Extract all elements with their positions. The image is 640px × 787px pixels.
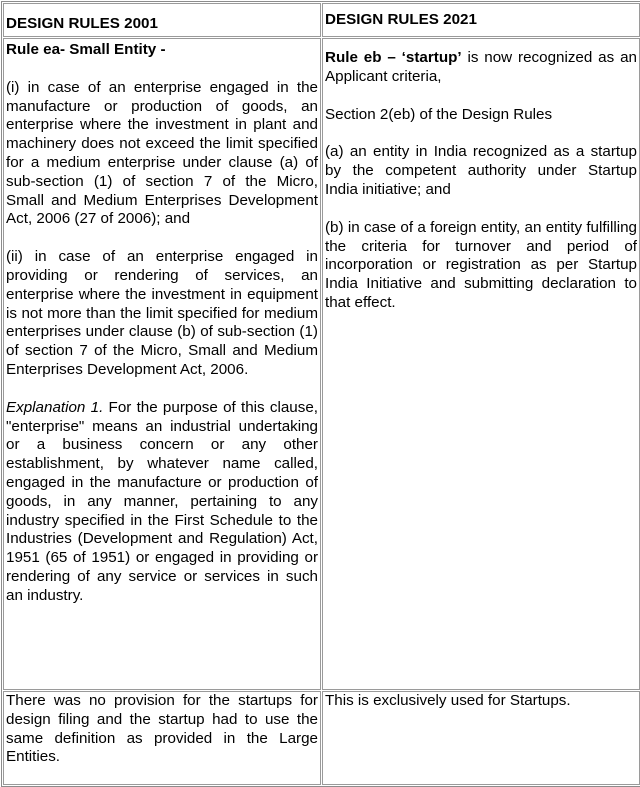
rules-row (3, 38, 640, 690)
header-2021-label: DESIGN RULES 2021 (325, 11, 477, 28)
section-2eb: Section 2(eb) of the Design Rules (325, 105, 553, 123)
startup-2001-cell (3, 691, 321, 785)
startup-2021-text: This is exclusively used for Startups. (325, 692, 571, 709)
rule-eb-clause-a: (a) an entity in India recognized as a startup by the competent authority under Startup India initiative; and (325, 143, 637, 198)
rules-2001-cell (3, 38, 321, 690)
header-2001 (3, 3, 321, 37)
rule-ea-clause-ii: (ii) in case of an enterprise engaged in providing or rendering of services, an enterprise where the investment in equipment is not more than the limit specified for medium enterprises under clause (b) of sub-section (1) of section 7 of the Micro, Small and Medium Enterprises Development Act, 2006. (6, 248, 318, 378)
rule-eb-title-rest: is now recognized as an Applicant criteria, (325, 49, 637, 85)
header-2021 (322, 3, 640, 37)
rule-ea-explanation (6, 399, 318, 606)
startup-2021-cell (322, 691, 640, 785)
explanation-label: Explanation 1. (6, 398, 104, 416)
rule-eb-clause-b: (b) in case of a foreign entity, an entity fulfilling the criteria for turnover and period of incorporation or registration as per Startup India Initiative and submitting declaration to that effect. (325, 218, 637, 311)
design-rules-comparison-table (1, 1, 640, 787)
startup-2001-text: There was no provision for the startups for design filing and the startup had to use the same definition as provided in the Large Entities. (6, 692, 318, 766)
rule-ea-clause-i: (i) in case of an enterprise engaged in the manufacture or production of goods, an enterprise where the investment in plant and machinery does not exceed the limit specified for a medium enterprise under clause (a) of sub-section (1) of section 7 of the Micro, Small and Medium Enterprises Development Act, 2006 (27 of 2006); and (6, 78, 318, 228)
startup-row (3, 691, 640, 785)
header-row (3, 3, 640, 37)
header-2001-label: DESIGN RULES 2001 (6, 15, 158, 32)
rule-ea-title: Rule ea- Small Entity - (6, 41, 166, 58)
rules-2021-cell (322, 38, 640, 690)
explanation-text: For the purpose of this clause, "enterprise" means an industrial undertaking or a business concern or any other establishment, by whatever name called, engaged in the manufacture or production of goods, in any manner, pertaining to any industry specified in the First Schedule to the Industries (Development and Regulation) Act, 1951 (65 of 1951) or engaged in providing or rendering of any service or services in such an industry. (6, 398, 318, 604)
rule-eb-title: Rule eb – ‘startup’ (325, 49, 462, 66)
rule-eb-intro (325, 49, 637, 87)
